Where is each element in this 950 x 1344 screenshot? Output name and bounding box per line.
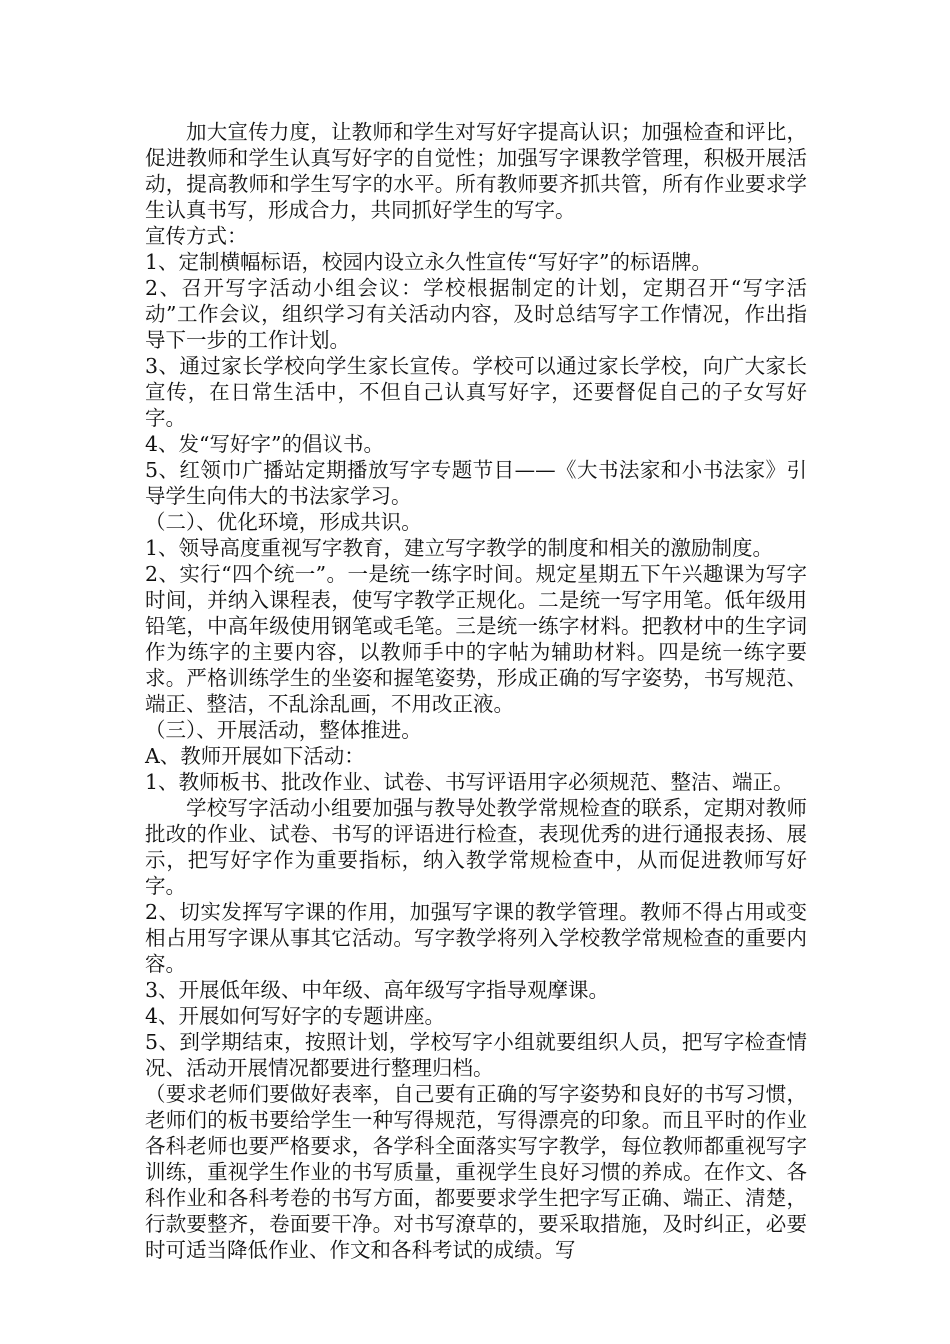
paragraph-intro: 加大宣传力度，让教师和学生对写好字提高认识；加强检查和评比，促进教师和学生认真写好字的自觉性；加强写字课教学管理，积极开展活动，提高教师和学生写字的水平。所有教师要齐抓共管，所有作业要求学生认真书写，形成合力，共同抓好学生的写字。	[145, 120, 807, 222]
heading-publicity-methods: 宣传方式：	[145, 224, 248, 248]
document-body	[145, 119, 807, 1263]
list-item: 5、到学期结束，按照计划，学校写字小组就要组织人员，把写字检查情况、活动开展情况都要进行整理归档。	[145, 1030, 807, 1080]
list-item: 4、发“写好字”的倡议书。	[145, 432, 385, 456]
section-heading-3: （三）、开展活动，整体推进。	[145, 718, 422, 742]
list-item: 3、通过家长学校向学生家长宣传。学校可以通过家长学校，向广大家长宣传，在日常生活中，不但自己认真写好字，还要督促自己的子女写好字。	[145, 354, 807, 430]
list-item: 2、切实发挥写字课的作用，加强写字课的教学管理。教师不得占用或变相占用写字课从事其它活动。写字教学将列入学校教学常规检查的重要内容。	[145, 900, 807, 976]
paragraph-requirements: （要求老师们要做好表率，自己要有正确的写字姿势和良好的书写习惯，老师们的板书要给学生一种写得规范，写得漂亮的印象。而且平时的作业各科老师也要严格要求，各学科全面落实写字教学，每位教师都重视写字训练，重视学生作业的书写质量，重视学生良好习惯的养成。在作文、各科作业和各科考卷的书写方面，都要要求学生把字写正确、端正、清楚，行款要整齐，卷面要干净。对书写潦草的，要采取措施，及时纠正，必要时可适当降低作业、作文和各科考试的成绩。写	[145, 1082, 807, 1262]
list-item: 2、召开写字活动小组会议：学校根据制定的计划，定期召开“写字活动”工作会议，组织学习有关活动内容，及时总结写字工作情况，作出指导下一步的工作计划。	[145, 276, 807, 352]
list-item: 3、开展低年级、中年级、高年级写字指导观摩课。	[145, 978, 610, 1002]
list-item: 5、红领巾广播站定期播放写字专题节目——《大书法家和小书法家》引导学生向伟大的书法家学习。	[145, 458, 807, 508]
subsection-heading-a: A、教师开展如下活动：	[145, 744, 365, 768]
list-item: 1、定制横幅标语，校园内设立永久性宣传“写好字”的标语牌。	[145, 250, 713, 274]
list-item: 1、领导高度重视写字教育，建立写字教学的制度和相关的激励制度。	[145, 536, 774, 560]
list-item: 1、教师板书、批改作业、试卷、书写评语用字必须规范、整洁、端正。	[145, 770, 794, 794]
list-item: 4、开展如何写好字的专题讲座。	[145, 1004, 446, 1028]
section-heading-2: （二）、优化环境，形成共识。	[145, 510, 422, 534]
list-item: 2、实行“四个统一”。一是统一练字时间。规定星期五下午兴趣课为写字时间，并纳入课程表，使写字教学正规化。二是统一写字用笔。低年级用铅笔，中高年级使用钢笔或毛笔。三是统一练字材料。把教材中的生字词作为练字的主要内容，以教师手中的字帖为辅助材料。四是统一练字要求。严格训练学生的坐姿和握笔姿势，形成正确的写字姿势，书写规范、端正、整洁，不乱涂乱画，不用改正液。	[145, 562, 807, 716]
paragraph-body: 学校写字活动小组要加强与教导处教学常规检查的联系，定期对教师批改的作业、试卷、书写的评语进行检查，表现优秀的进行通报表扬、展示，把写好字作为重要指标，纳入教学常规检查中，从而促进教师写好字。	[145, 796, 807, 898]
